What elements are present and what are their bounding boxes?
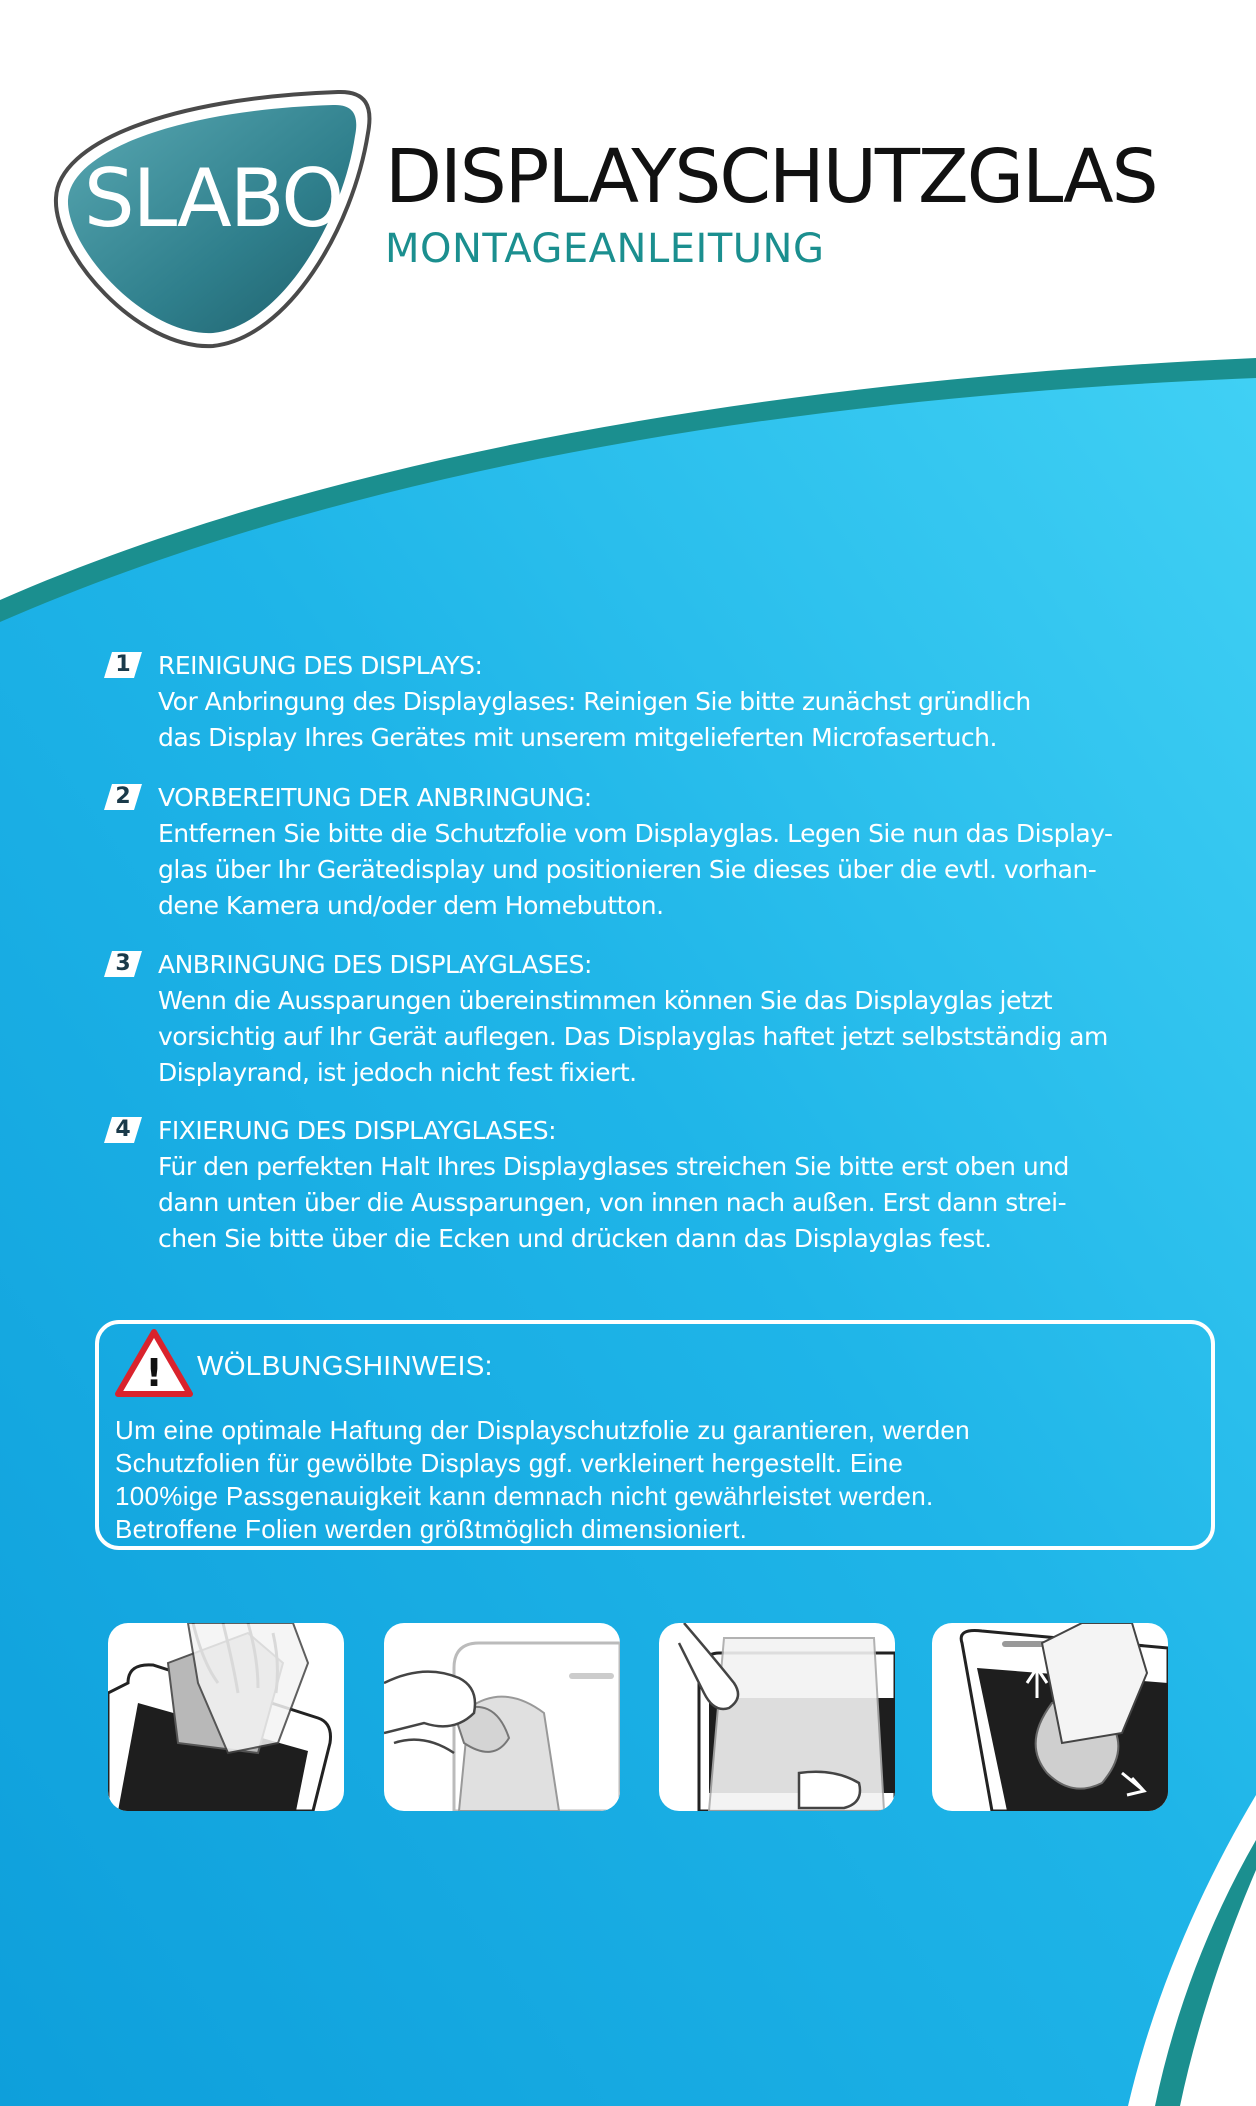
step-number-badge: 2: [102, 782, 144, 812]
page-subtitle: MONTAGEANLEITUNG: [385, 226, 825, 272]
page-title: DISPLAYSCHUTZGLAS: [385, 134, 1157, 220]
step-heading: VORBEREITUNG DER ANBRINGUNG:: [158, 783, 592, 812]
step-heading: FIXIERUNG DES DISPLAYGLASES:: [158, 1116, 557, 1145]
slabo-logo: [48, 88, 378, 353]
step-body: Für den perfekten Halt Ihres Displayglases streichen Sie bitte erst oben und dann unten über die Aussparungen, von innen nach außen. Erst dann strei- chen Sie bitte über die Ecken und drücken dann das Displayglas fest.: [158, 1152, 1069, 1253]
peeling-illustration: [384, 1623, 620, 1811]
cleaning-illustration: [108, 1623, 344, 1811]
logo-text: SLABO: [83, 152, 343, 245]
step-heading: REINIGUNG DES DISPLAYS:: [158, 651, 483, 680]
step-number-badge: 4: [102, 1115, 144, 1145]
fixing-illustration: [932, 1623, 1168, 1811]
step-heading: ANBRINGUNG DES DISPLAYGLASES:: [158, 950, 592, 979]
placing-illustration: [659, 1623, 895, 1811]
warning-triangle-icon: [115, 1328, 193, 1398]
svg-text:!: !: [145, 1351, 163, 1395]
step-body: Wenn die Aussparungen übereinstimmen können Sie das Displayglas jetzt vorsichtig auf Ihr Gerät auflegen. Das Displayglas haftet jetzt selbstständig am Displayrand, ist jedoch nicht fest fixiert.: [158, 986, 1108, 1087]
step-number-badge: 3: [102, 949, 144, 979]
warning-heading: WÖLBUNGSHINWEIS:: [197, 1350, 493, 1381]
step-number-badge: 1: [102, 650, 144, 680]
step-body: Vor Anbringung des Displayglases: Reinigen Sie bitte zunächst gründlich das Display Ihres Gerätes mit unserem mitgelieferten Microfasertuch.: [158, 687, 1031, 752]
step-body: Entfernen Sie bitte die Schutzfolie vom Displayglas. Legen Sie nun das Display- glas über Ihr Gerätedisplay und positionieren Sie dieses über die evtl. vorhan- dene Kamera und/oder dem Homebutton.: [158, 819, 1113, 920]
curvature-warning-box: [95, 1320, 1215, 1550]
warning-text: Um eine optimale Haftung der Displayschutzfolie zu garantieren, werden Schutzfolien für gewölbte Displays ggf. verkleinert hergestellt. Eine 100%ige Passgenauigkeit kann demnach nicht gewährleistet werden. Betroffene Folien werden größtmöglich dimensioniert.: [115, 1415, 970, 1544]
